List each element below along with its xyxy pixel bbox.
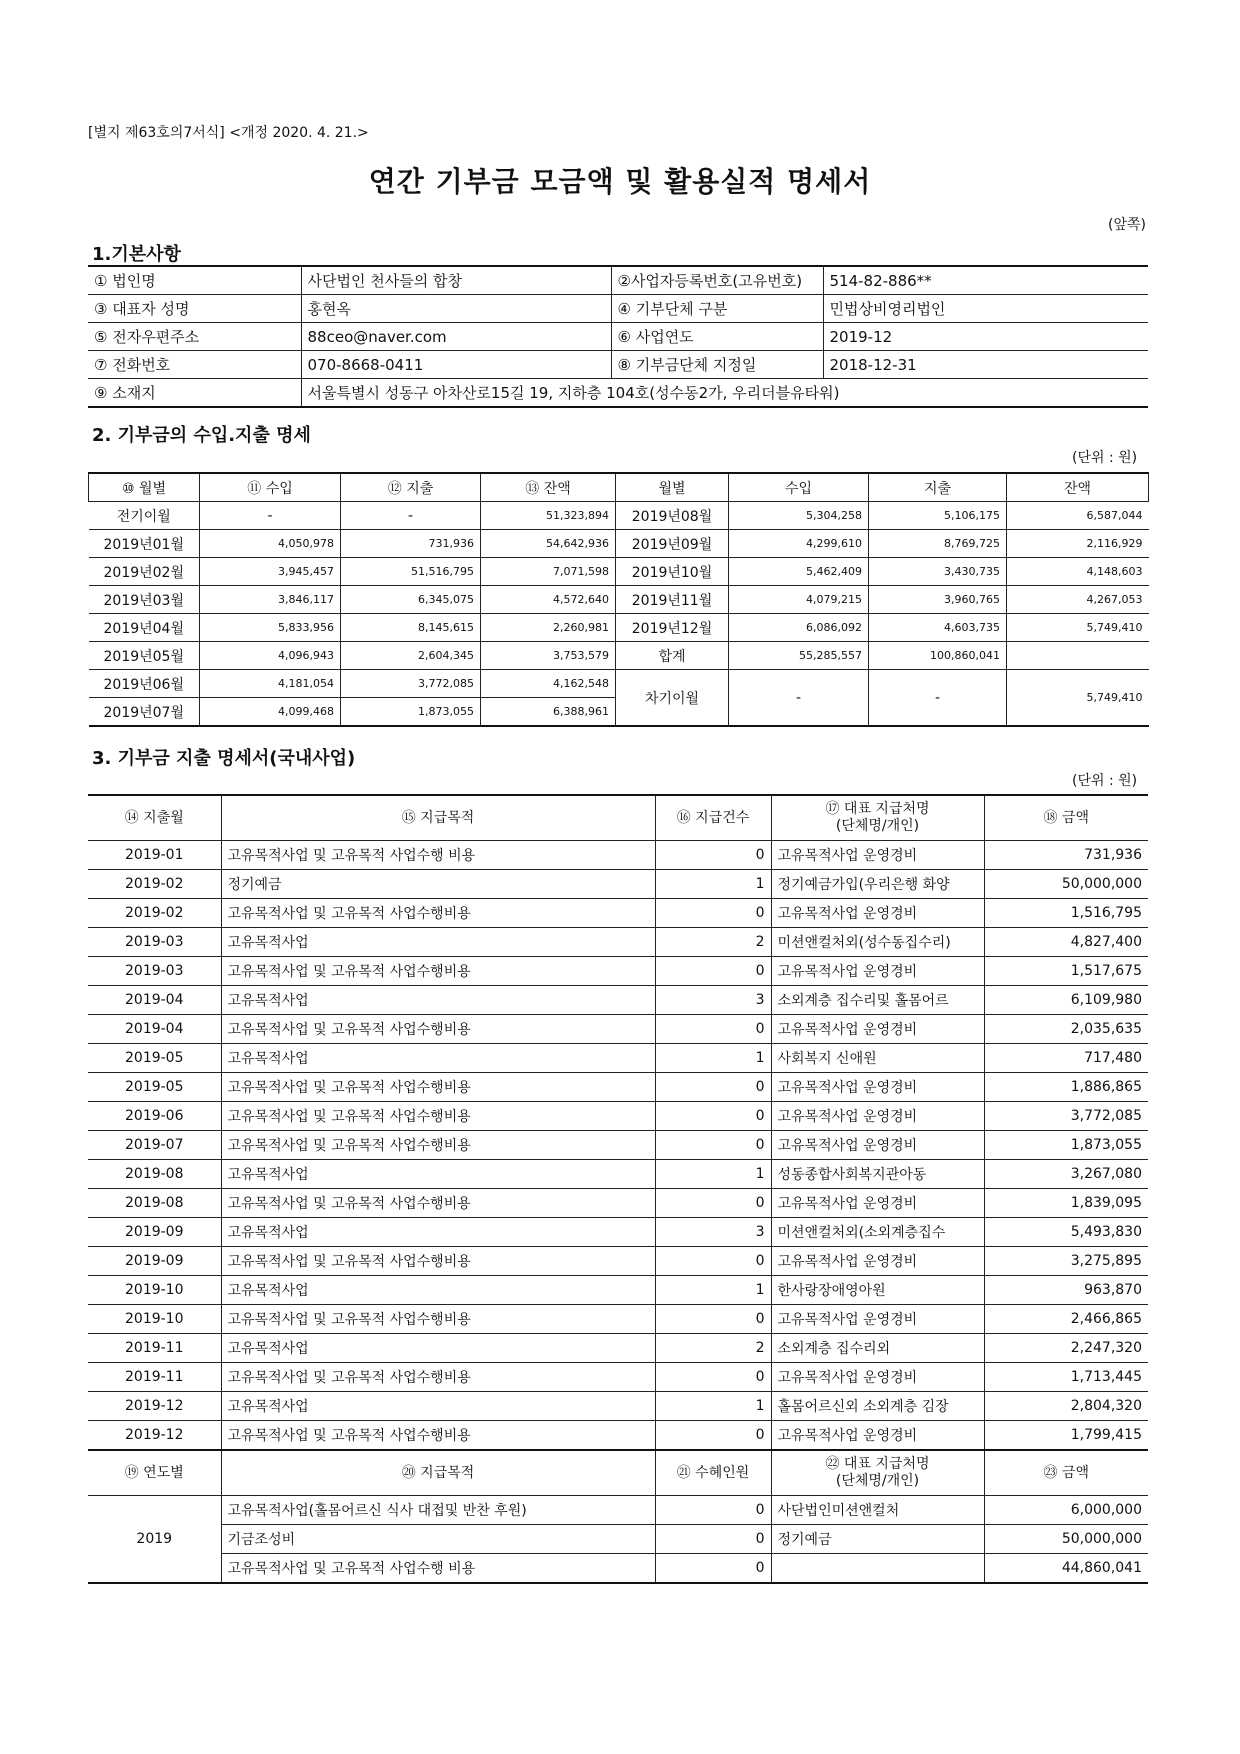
count-cell: 3 bbox=[655, 1218, 771, 1247]
count-cell: 1 bbox=[655, 1160, 771, 1189]
amount-cell: - bbox=[341, 502, 481, 530]
payee-cell: 고유목적사업 운영경비 bbox=[771, 1305, 984, 1334]
amount-cell: 5,749,410 bbox=[1007, 670, 1149, 727]
amount-cell: 6,587,044 bbox=[1007, 502, 1149, 530]
expense-row bbox=[88, 1218, 1148, 1247]
expense-row bbox=[88, 1421, 1148, 1451]
expense-row bbox=[88, 1160, 1148, 1189]
count-cell: 1 bbox=[655, 1392, 771, 1421]
field-label: ④ 기부단체 구분 bbox=[611, 295, 823, 323]
count-cell: 0 bbox=[655, 841, 771, 870]
amount-cell: 4,603,735 bbox=[869, 614, 1007, 642]
amount-cell: 3,945,457 bbox=[200, 558, 341, 586]
amount-cell: 8,769,725 bbox=[869, 530, 1007, 558]
form-id: [별지 제63호의7서식] <개정 2020. 4. 21.> bbox=[88, 125, 369, 141]
count-cell: 0 bbox=[655, 957, 771, 986]
purpose-cell: 고유목적사업 및 고유목적 사업수행비용 bbox=[221, 1073, 655, 1102]
amount-cell: 731,936 bbox=[341, 530, 481, 558]
amount-cell: 5,106,175 bbox=[869, 502, 1007, 530]
amount-cell: 1,713,445 bbox=[984, 1363, 1148, 1392]
expense-row bbox=[88, 986, 1148, 1015]
amount-cell: 4,099,468 bbox=[200, 698, 341, 727]
expense-row bbox=[88, 899, 1148, 928]
month-cell: 2019년05월 bbox=[89, 642, 200, 670]
payee-cell: 성동종합사회복지관아동 bbox=[771, 1160, 984, 1189]
count-cell: 0 bbox=[655, 1525, 771, 1554]
amount-cell: 50,000,000 bbox=[984, 870, 1148, 899]
expense-row bbox=[88, 928, 1148, 957]
field-value: 2019-12 bbox=[823, 323, 1148, 351]
field-label: ⑤ 전자우편주소 bbox=[88, 323, 301, 351]
field-label: ③ 대표자 성명 bbox=[88, 295, 301, 323]
amount-cell: 2,035,635 bbox=[984, 1015, 1148, 1044]
header-row bbox=[89, 473, 1149, 502]
column-header: ⑭ 지출월 bbox=[88, 795, 221, 841]
table-row bbox=[89, 614, 1149, 642]
amount-cell: 6,086,092 bbox=[729, 614, 869, 642]
page-side-label: (앞쪽) bbox=[1108, 217, 1146, 233]
amount-cell: 1,839,095 bbox=[984, 1189, 1148, 1218]
count-cell: 0 bbox=[655, 899, 771, 928]
field-label: ⑥ 사업연도 bbox=[611, 323, 823, 351]
table-row bbox=[89, 586, 1149, 614]
month-cell: 2019-11 bbox=[88, 1334, 221, 1363]
count-cell: 0 bbox=[655, 1102, 771, 1131]
column-header: 월별 bbox=[616, 473, 729, 502]
month-cell: 2019년10월 bbox=[616, 558, 729, 586]
month-cell: 2019-12 bbox=[88, 1421, 221, 1451]
payee-header-line1: ⑰ 대표 지급처명 bbox=[825, 801, 930, 817]
month-cell: 2019년12월 bbox=[616, 614, 729, 642]
page-title: 연간 기부금 모금액 및 활용실적 명세서 bbox=[368, 165, 872, 198]
field-label: ⑨ 소재지 bbox=[88, 379, 301, 408]
month-cell: 2019-03 bbox=[88, 928, 221, 957]
amount-cell: 1,873,055 bbox=[984, 1131, 1148, 1160]
amount-cell: 5,493,830 bbox=[984, 1218, 1148, 1247]
amount-cell: 1,886,865 bbox=[984, 1073, 1148, 1102]
payee-cell: 미션앤컬처외(성수동집수리) bbox=[771, 928, 984, 957]
table-row bbox=[89, 502, 1149, 530]
amount-cell: 100,860,041 bbox=[869, 642, 1007, 670]
field-value: 민법상비영리법인 bbox=[823, 295, 1148, 323]
purpose-cell: 고유목적사업 및 고유목적 사업수행비용 bbox=[221, 1247, 655, 1276]
payee-cell: 고유목적사업 운영경비 bbox=[771, 841, 984, 870]
expense-row bbox=[88, 1363, 1148, 1392]
amount-cell: 4,096,943 bbox=[200, 642, 341, 670]
expense-row bbox=[88, 1276, 1148, 1305]
amount-cell: 2,247,320 bbox=[984, 1334, 1148, 1363]
amount-cell: 4,827,400 bbox=[984, 928, 1148, 957]
expense-row bbox=[88, 1392, 1148, 1421]
purpose-cell: 정기예금 bbox=[221, 870, 655, 899]
count-cell: 1 bbox=[655, 1044, 771, 1073]
month-cell: 2019-04 bbox=[88, 986, 221, 1015]
field-label: ②사업자등록번호(고유번호) bbox=[611, 266, 823, 295]
amount-cell: 50,000,000 bbox=[984, 1525, 1148, 1554]
payee-cell: 소외계층 집수리외 bbox=[771, 1334, 984, 1363]
purpose-cell: 고유목적사업 및 고유목적 사업수행비용 bbox=[221, 1305, 655, 1334]
month-cell: 2019년09월 bbox=[616, 530, 729, 558]
month-cell: 2019-06 bbox=[88, 1102, 221, 1131]
payee-cell: 고유목적사업 운영경비 bbox=[771, 1015, 984, 1044]
amount-cell: 3,772,085 bbox=[341, 670, 481, 698]
month-cell: 2019-02 bbox=[88, 870, 221, 899]
expense-row bbox=[88, 841, 1148, 870]
column-header: 지출 bbox=[869, 473, 1007, 502]
amount-cell: 6,109,980 bbox=[984, 986, 1148, 1015]
amount-cell bbox=[1007, 642, 1149, 670]
purpose-cell: 고유목적사업 bbox=[221, 1218, 655, 1247]
amount-cell: 717,480 bbox=[984, 1044, 1148, 1073]
column-header: ⑲ 연도별 bbox=[88, 1450, 221, 1496]
month-cell: 2019-01 bbox=[88, 841, 221, 870]
amount-cell: 2,260,981 bbox=[481, 614, 616, 642]
expense-detail-table bbox=[88, 794, 1148, 1584]
payee-cell: 사단법인미션앤컬처 bbox=[771, 1496, 984, 1525]
count-cell: 0 bbox=[655, 1247, 771, 1276]
payee-cell: 고유목적사업 운영경비 bbox=[771, 1102, 984, 1131]
month-cell: 2019-10 bbox=[88, 1276, 221, 1305]
basic-info-row bbox=[88, 351, 1148, 379]
month-cell: 2019년02월 bbox=[89, 558, 200, 586]
payee-cell: 정기예금 bbox=[771, 1525, 984, 1554]
month-cell: 2019년08월 bbox=[616, 502, 729, 530]
count-cell: 1 bbox=[655, 1276, 771, 1305]
payee-cell: 고유목적사업 운영경비 bbox=[771, 1363, 984, 1392]
purpose-cell: 고유목적사업 bbox=[221, 1392, 655, 1421]
month-cell: 2019-04 bbox=[88, 1015, 221, 1044]
basic-info-table bbox=[88, 265, 1148, 408]
count-cell: 0 bbox=[655, 1073, 771, 1102]
carry-label: 차기이월 bbox=[616, 670, 729, 727]
payee-cell: 정기예금가입(우리은행 화양 bbox=[771, 870, 984, 899]
amount-cell: 3,430,735 bbox=[869, 558, 1007, 586]
amount-cell: 1,517,675 bbox=[984, 957, 1148, 986]
count-cell: 1 bbox=[655, 870, 771, 899]
expense-row bbox=[88, 1015, 1148, 1044]
section3-title: 3. 기부금 지출 명세서(국내사업) bbox=[92, 748, 356, 769]
basic-info-row bbox=[88, 379, 1148, 408]
count-cell: 0 bbox=[655, 1131, 771, 1160]
expense-row bbox=[88, 1131, 1148, 1160]
count-cell: 2 bbox=[655, 928, 771, 957]
year-row bbox=[88, 1525, 1148, 1554]
count-cell: 0 bbox=[655, 1363, 771, 1392]
field-value: 514-82-886** bbox=[823, 266, 1148, 295]
section3-unit: (단위 : 원) bbox=[1072, 773, 1138, 789]
amount-cell: 51,516,795 bbox=[341, 558, 481, 586]
count-cell: 2 bbox=[655, 1334, 771, 1363]
amount-cell: 731,936 bbox=[984, 841, 1148, 870]
payee-cell: 소외계층 집수리및 홀몸어르 bbox=[771, 986, 984, 1015]
field-value: 사단법인 천사들의 합창 bbox=[301, 266, 611, 295]
purpose-cell: 기금조성비 bbox=[221, 1525, 655, 1554]
expense-row bbox=[88, 1334, 1148, 1363]
column-header-payee bbox=[771, 795, 984, 841]
payee-header-line2: (단체명/개인) bbox=[835, 818, 920, 834]
expense-row bbox=[88, 1044, 1148, 1073]
amount-cell: 4,148,603 bbox=[1007, 558, 1149, 586]
expense-row bbox=[88, 1247, 1148, 1276]
amount-cell: - bbox=[729, 670, 869, 727]
basic-info-row bbox=[88, 295, 1148, 323]
amount-cell: 5,462,409 bbox=[729, 558, 869, 586]
header-row bbox=[88, 795, 1148, 841]
month-cell: 2019년04월 bbox=[89, 614, 200, 642]
purpose-cell: 고유목적사업 bbox=[221, 1334, 655, 1363]
count-cell: 0 bbox=[655, 1554, 771, 1584]
column-header: ⑳ 지급목적 bbox=[221, 1450, 655, 1496]
purpose-cell: 고유목적사업 및 고유목적 사업수행비용 bbox=[221, 899, 655, 928]
amount-cell: 5,833,956 bbox=[200, 614, 341, 642]
purpose-cell: 고유목적사업 및 고유목적 사업수행비용 bbox=[221, 1131, 655, 1160]
table-row bbox=[89, 558, 1149, 586]
amount-cell: 51,323,894 bbox=[481, 502, 616, 530]
month-cell: 2019년01월 bbox=[89, 530, 200, 558]
column-header: 잔액 bbox=[1007, 473, 1149, 502]
year-cell: 2019 bbox=[88, 1496, 221, 1584]
expense-row bbox=[88, 870, 1148, 899]
field-value: 2018-12-31 bbox=[823, 351, 1148, 379]
table-row bbox=[89, 670, 1149, 698]
month-cell: 2019-12 bbox=[88, 1392, 221, 1421]
month-cell: 2019년07월 bbox=[89, 698, 200, 727]
month-cell: 2019년06월 bbox=[89, 670, 200, 698]
expense-row bbox=[88, 1102, 1148, 1131]
field-value: 070-8668-0411 bbox=[301, 351, 611, 379]
amount-cell: 3,846,117 bbox=[200, 586, 341, 614]
month-cell: 2019-08 bbox=[88, 1189, 221, 1218]
column-header: ㉑ 수혜인원 bbox=[655, 1450, 771, 1496]
field-label: ⑦ 전화번호 bbox=[88, 351, 301, 379]
amount-cell: 1,873,055 bbox=[341, 698, 481, 727]
purpose-cell: 고유목적사업 및 고유목적 사업수행비용 bbox=[221, 957, 655, 986]
purpose-cell: 고유목적사업 및 고유목적 사업수행 비용 bbox=[221, 1554, 655, 1584]
purpose-cell: 고유목적사업 bbox=[221, 928, 655, 957]
amount-cell: 4,181,054 bbox=[200, 670, 341, 698]
field-label: ① 법인명 bbox=[88, 266, 301, 295]
amount-cell: 5,304,258 bbox=[729, 502, 869, 530]
basic-info-row bbox=[88, 323, 1148, 351]
month-cell: 2019-10 bbox=[88, 1305, 221, 1334]
column-header: ⑫ 지출 bbox=[341, 473, 481, 502]
purpose-cell: 고유목적사업 및 고유목적 사업수행비용 bbox=[221, 1015, 655, 1044]
purpose-cell: 고유목적사업 bbox=[221, 986, 655, 1015]
amount-cell: 4,572,640 bbox=[481, 586, 616, 614]
month-cell: 합계 bbox=[616, 642, 729, 670]
count-cell: 0 bbox=[655, 1305, 771, 1334]
column-header: ⑬ 잔액 bbox=[481, 473, 616, 502]
payee-cell: 한사랑장애영아원 bbox=[771, 1276, 984, 1305]
column-header: ⑱ 금액 bbox=[984, 795, 1148, 841]
amount-cell: - bbox=[869, 670, 1007, 727]
amount-cell: 5,749,410 bbox=[1007, 614, 1149, 642]
month-cell: 2019-05 bbox=[88, 1073, 221, 1102]
table-row bbox=[89, 530, 1149, 558]
count-cell: 3 bbox=[655, 986, 771, 1015]
month-cell: 전기이월 bbox=[89, 502, 200, 530]
amount-cell: 6,388,961 bbox=[481, 698, 616, 727]
month-cell: 2019-08 bbox=[88, 1160, 221, 1189]
count-cell: 0 bbox=[655, 1496, 771, 1525]
year-row bbox=[88, 1554, 1148, 1584]
purpose-cell: 고유목적사업 bbox=[221, 1160, 655, 1189]
payee-cell: 고유목적사업 운영경비 bbox=[771, 1131, 984, 1160]
month-cell: 2019-07 bbox=[88, 1131, 221, 1160]
amount-cell: 55,285,557 bbox=[729, 642, 869, 670]
basic-info-row bbox=[88, 266, 1148, 295]
amount-cell: 4,267,053 bbox=[1007, 586, 1149, 614]
month-cell: 2019-09 bbox=[88, 1247, 221, 1276]
amount-cell: 54,642,936 bbox=[481, 530, 616, 558]
count-cell: 0 bbox=[655, 1015, 771, 1044]
amount-cell: 4,162,548 bbox=[481, 670, 616, 698]
month-cell: 2019-02 bbox=[88, 899, 221, 928]
amount-cell: 3,275,895 bbox=[984, 1247, 1148, 1276]
field-value: 홍현옥 bbox=[301, 295, 611, 323]
payee-header-line2: (단체명/개인) bbox=[835, 1473, 920, 1489]
amount-cell: 963,870 bbox=[984, 1276, 1148, 1305]
purpose-cell: 고유목적사업 bbox=[221, 1276, 655, 1305]
purpose-cell: 고유목적사업 및 고유목적 사업수행비용 bbox=[221, 1421, 655, 1451]
expense-row bbox=[88, 957, 1148, 986]
amount-cell: 6,000,000 bbox=[984, 1496, 1148, 1525]
payee-cell: 고유목적사업 운영경비 bbox=[771, 1421, 984, 1451]
payee-cell: 사회복지 신애원 bbox=[771, 1044, 984, 1073]
month-cell: 2019-03 bbox=[88, 957, 221, 986]
payee-cell: 고유목적사업 운영경비 bbox=[771, 1247, 984, 1276]
amount-cell: 3,772,085 bbox=[984, 1102, 1148, 1131]
year-row bbox=[88, 1496, 1148, 1525]
amount-cell: 4,079,215 bbox=[729, 586, 869, 614]
amount-cell: 1,516,795 bbox=[984, 899, 1148, 928]
column-header: ⑯ 지급건수 bbox=[655, 795, 771, 841]
section1-title: 1.기본사항 bbox=[92, 244, 181, 265]
column-header: ⑩ 월별 bbox=[89, 473, 200, 502]
address-value: 서울특별시 성동구 아차산로15길 19, 지하층 104호(성수동2가, 우리더블유타워) bbox=[301, 379, 1148, 408]
column-header: ㉓ 금액 bbox=[984, 1450, 1148, 1496]
amount-cell: 2,116,929 bbox=[1007, 530, 1149, 558]
payee-header-line1: ㉒ 대표 지급처명 bbox=[825, 1456, 930, 1472]
count-cell: 0 bbox=[655, 1189, 771, 1218]
payee-cell: 고유목적사업 운영경비 bbox=[771, 899, 984, 928]
amount-cell: 4,299,610 bbox=[729, 530, 869, 558]
column-header: 수입 bbox=[729, 473, 869, 502]
count-cell: 0 bbox=[655, 1421, 771, 1451]
expense-row bbox=[88, 1305, 1148, 1334]
purpose-cell: 고유목적사업(홀몸어르신 식사 대접및 반찬 후원) bbox=[221, 1496, 655, 1525]
amount-cell: - bbox=[200, 502, 341, 530]
payee-cell: 미션앤컬처외(소외계층집수 bbox=[771, 1218, 984, 1247]
month-cell: 2019년03월 bbox=[89, 586, 200, 614]
section2-title: 2. 기부금의 수입.지출 명세 bbox=[92, 425, 311, 446]
amount-cell: 3,753,579 bbox=[481, 642, 616, 670]
amount-cell: 2,604,345 bbox=[341, 642, 481, 670]
month-cell: 2019-09 bbox=[88, 1218, 221, 1247]
amount-cell: 3,267,080 bbox=[984, 1160, 1148, 1189]
amount-cell: 2,804,320 bbox=[984, 1392, 1148, 1421]
column-header-payee bbox=[771, 1450, 984, 1496]
header-row bbox=[88, 1450, 1148, 1496]
section2-unit: (단위 : 원) bbox=[1072, 450, 1138, 466]
purpose-cell: 고유목적사업 bbox=[221, 1044, 655, 1073]
amount-cell: 7,071,598 bbox=[481, 558, 616, 586]
expense-row bbox=[88, 1073, 1148, 1102]
amount-cell: 8,145,615 bbox=[341, 614, 481, 642]
amount-cell: 1,799,415 bbox=[984, 1421, 1148, 1451]
amount-cell: 2,466,865 bbox=[984, 1305, 1148, 1334]
purpose-cell: 고유목적사업 및 고유목적 사업수행 비용 bbox=[221, 841, 655, 870]
purpose-cell: 고유목적사업 및 고유목적 사업수행비용 bbox=[221, 1102, 655, 1131]
amount-cell: 6,345,075 bbox=[341, 586, 481, 614]
payee-cell: 고유목적사업 운영경비 bbox=[771, 957, 984, 986]
month-cell: 2019-11 bbox=[88, 1363, 221, 1392]
amount-cell: 44,860,041 bbox=[984, 1554, 1148, 1584]
month-cell: 2019년11월 bbox=[616, 586, 729, 614]
amount-cell: 3,960,765 bbox=[869, 586, 1007, 614]
payee-cell bbox=[771, 1554, 984, 1584]
month-cell: 2019-05 bbox=[88, 1044, 221, 1073]
table-row bbox=[89, 642, 1149, 670]
payee-cell: 홀몸어르신외 소외계층 김장 bbox=[771, 1392, 984, 1421]
field-value: 88ceo@naver.com bbox=[301, 323, 611, 351]
column-header: ⑮ 지급목적 bbox=[221, 795, 655, 841]
field-label: ⑧ 기부금단체 지정일 bbox=[611, 351, 823, 379]
purpose-cell: 고유목적사업 및 고유목적 사업수행비용 bbox=[221, 1363, 655, 1392]
column-header: ⑪ 수입 bbox=[200, 473, 341, 502]
payee-cell: 고유목적사업 운영경비 bbox=[771, 1073, 984, 1102]
expense-row bbox=[88, 1189, 1148, 1218]
payee-cell: 고유목적사업 운영경비 bbox=[771, 1189, 984, 1218]
purpose-cell: 고유목적사업 및 고유목적 사업수행비용 bbox=[221, 1189, 655, 1218]
income-expense-table bbox=[88, 472, 1149, 727]
amount-cell: 4,050,978 bbox=[200, 530, 341, 558]
